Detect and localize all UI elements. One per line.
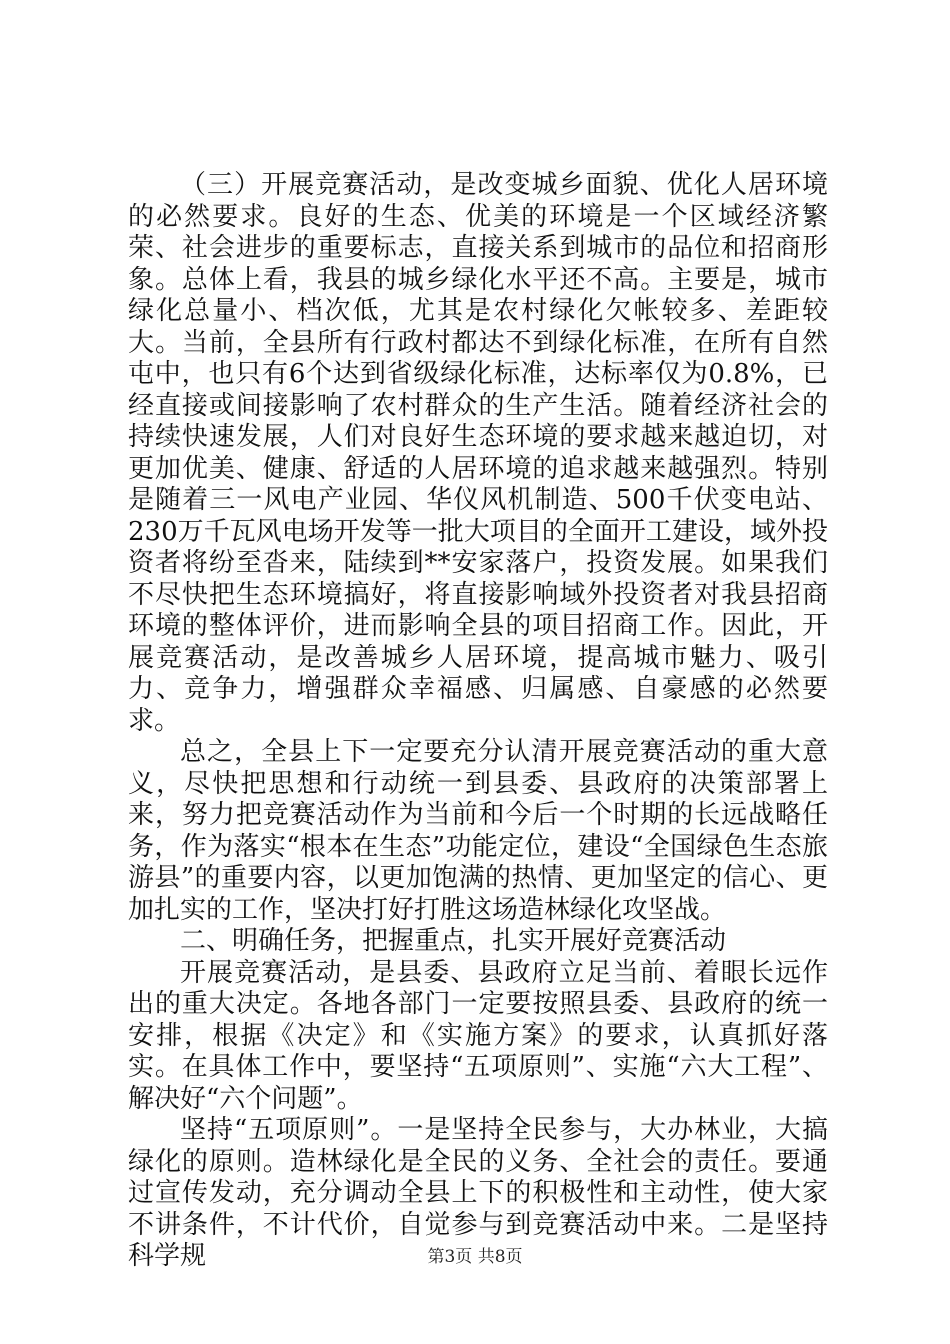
section-heading-2: 二、明确任务，把握重点，扎实开展好竞赛活动 [180,926,727,956]
document-body [128,170,828,1273]
paragraph-summary: 总之，全县上下一定要充分认清开展竞赛活动的重大意义，尽快把思想和行动统一到县委、县政府的决策部署上来，努力把竞赛活动作为当前和今后一个时期的长远战略任务，作为落实“根本在生态”功能定位，建设“全国绿色生态旅游县”的重要内容，以更加饱满的热情、更加坚定的信心、更加扎实的工作，坚决打好打胜这场造林绿化攻坚战。 [128,737,828,925]
paragraph-3-necessity: （三）开展竞赛活动，是改变城乡面貌、优化人居环境的必然要求。良好的生态、优美的环境是一个区域经济繁荣、社会进步的重要标志，直接关系到城市的品位和招商形象。总体上看，我县的城乡绿化水平还不高。主要是，城市绿化总量小、档次低，尤其是农村绿化欠帐较多、差距较大。当前，全县所有行政村都达不到绿化标准，在所有自然屯中，也只有6个达到省级绿化标准，达标率仅为0.8%，已经直接或间接影响了农村群众的生产生活。随着经济社会的持续快速发展，人们对良好生态环境的要求越来越迫切，对更加优美、健康、舒适的人居环境的追求越来越强烈。特别是随着三一风电产业园、华仪风机制造、500千伏变电站、230万千瓦风电场开发等一批大项目的全面开工建设，域外投资者将纷至沓来，陆续到**安家落户，投资发展。如果我们不尽快把生态环境搞好，将直接影响域外投资者对我县招商环境的整体评价，进而影响全县的项目招商工作。因此，开展竞赛活动，是改善城乡人居环境，提高城市魅力、吸引力、竞争力，增强群众幸福感、归属感、自豪感的必然要求。 [128,170,828,736]
paragraph-tasks-intro: 开展竞赛活动，是县委、县政府立足当前、着眼长远作出的重大决定。各地各部门一定要按照县委、县政府的统一安排，根据《决定》和《实施方案》的要求，认真抓好落实。在具体工作中，要坚持“五项原则”、实施“六大工程”、解决好“六个问题”。 [128,957,828,1114]
page-footer: 第3页 共8页 [427,1247,523,1267]
paragraph-five-principles: 坚持“五项原则”。一是坚持全民参与，大办林业，大搞绿化的原则。造林绿化是全民的义务、全社会的责任。要通过宣传发动，充分调动全县上下的积极性和主动性，使大家不讲条件，不计代价，自觉参与到竞赛活动中来。二是坚持科学规 [128,1115,828,1271]
